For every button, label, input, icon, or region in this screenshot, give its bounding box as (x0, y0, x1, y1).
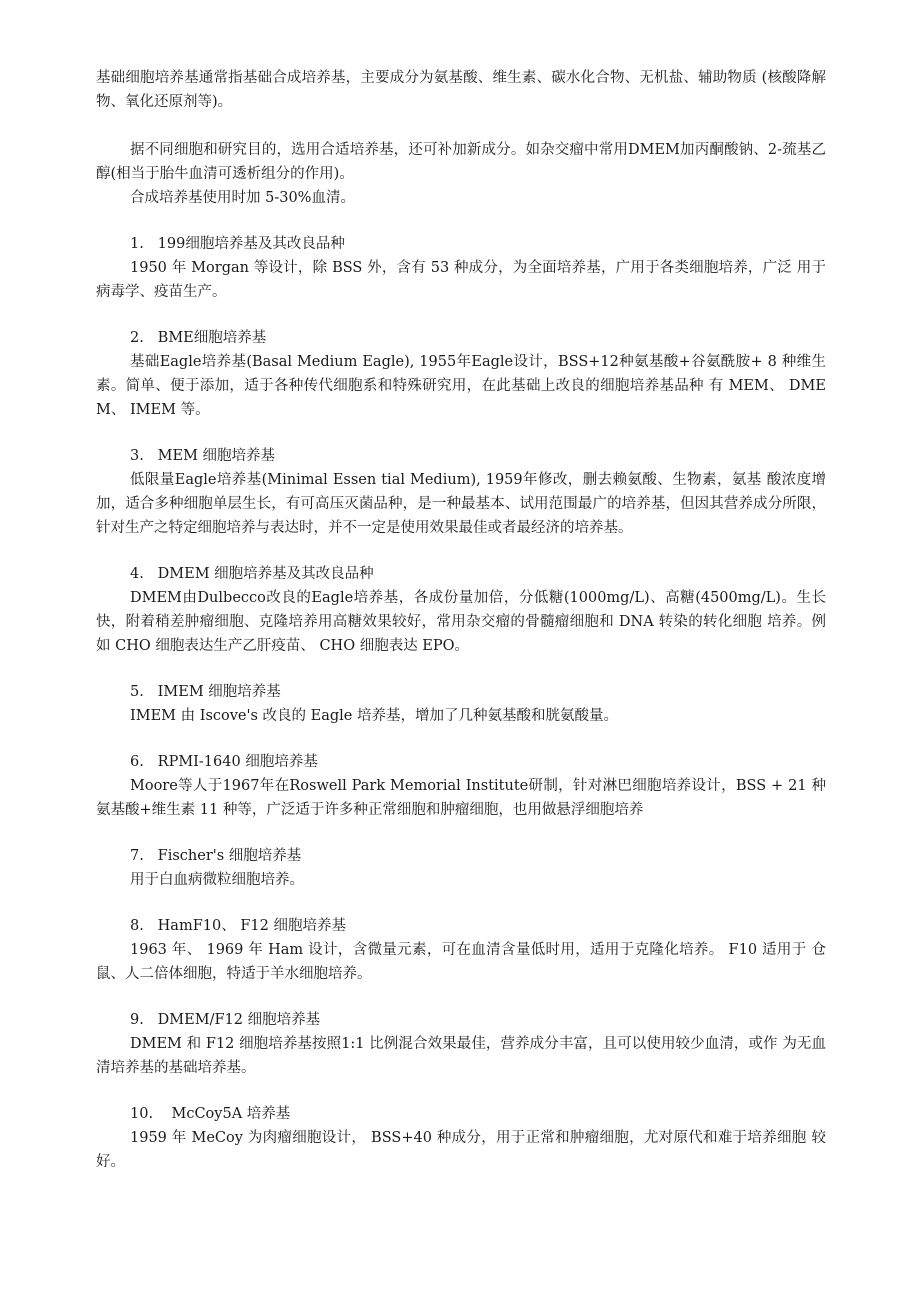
section-heading: 9. DMEM/F12 细胞培养基 (130, 1012, 321, 1028)
section-10 (96, 1102, 826, 1174)
section-heading: 7. Fischer's 细胞培养基 (130, 848, 302, 864)
document-page (96, 66, 826, 1174)
section-body: 低限量Eagle培养基(Minimal Essen tial Medium), 1959年修改，删去赖氨酸、生物素，氨基 酸浓度增加，适合多种细胞单层生长，有可高压灭菌品种，是一种最基本、试用范围最广的培养基，但因其营养成分所限，针对生产之特定细胞培养与表达时，并不一定是使用效果最佳或者最经济的培养基。 (96, 472, 826, 536)
section-body: 用于白血病微粒细胞培养。 (130, 872, 304, 888)
section-heading: 10. McCoy5A 培养基 (130, 1106, 291, 1122)
section-3 (96, 444, 826, 540)
section-body: 1959 年 MeCoy 为肉瘤细胞设计， BSS+40 种成分，用于正常和肿瘤细胞，尤对原代和难于培养细胞 较好。 (96, 1130, 826, 1170)
intro-paragraph-3: 合成培养基使用时加 5-30%血清。 (130, 190, 355, 206)
section-body: 1963 年、 1969 年 Ham 设计，含微量元素，可在血清含量低时用，适用于克隆化培养。 F10 适用于 仓鼠、人二倍体细胞，特适于羊水细胞培养。 (96, 942, 826, 982)
section-body: Moore等人于1967年在Roswell Park Memorial Institute研制，针对淋巴细胞培养设计，BSS + 21 种氨基酸+维生素 11 种等，广泛适于许多种正常细胞和肿瘤细胞，也用做悬浮细胞培养 (96, 778, 826, 818)
section-heading: 4. DMEM 细胞培养基及其改良品种 (130, 566, 374, 582)
section-heading: 1. 199细胞培养基及其改良品种 (130, 236, 345, 252)
section-1 (96, 232, 826, 304)
section-7 (96, 844, 826, 892)
section-body: DMEM由Dulbecco改良的Eagle培养基，各成份量加倍，分低糖(1000mg/L)、高糖(4500mg/L)。生长快，附着稍差肿瘤细胞、克隆培养用高糖效果较好，常用杂交瘤的骨髓瘤细胞和 DNA 转染的转化细胞 培养。例如 CHO 细胞表达生产乙肝疫苗、 CHO 细胞表达 EPO。 (96, 590, 826, 654)
section-heading: 8. HamF10、 F12 细胞培养基 (130, 918, 346, 934)
section-body: 基础Eagle培养基(Basal Medium Eagle), 1955年Eagle设计，BSS+12种氨基酸+谷氨酰胺+ 8 种维生素。简单、便于添加，适于各种传代细胞系和特殊研究用，在此基础上改良的细胞培养基品种 有 MEM、 DMEM、 IMEM 等。 (96, 354, 826, 418)
section-9 (96, 1008, 826, 1080)
intro-paragraph-2: 据不同细胞和研究目的，选用合适培养基，还可补加新成分。如杂交瘤中常用DMEM加丙酮酸钠、2-巯基乙醇(相当于胎牛血清可透析组分的作用)。 (96, 142, 826, 182)
section-heading: 5. IMEM 细胞培养基 (130, 684, 281, 700)
intro-paragraph-1: 基础细胞培养基通常指基础合成培养基，主要成分为氨基酸、维生素、碳水化合物、无机盐、辅助物质 (核酸降解物、氧化还原剂等)。 (96, 70, 826, 110)
section-heading: 3. MEM 细胞培养基 (130, 448, 276, 464)
section-heading: 6. RPMI-1640 细胞培养基 (130, 754, 318, 770)
section-4 (96, 562, 826, 658)
section-8 (96, 914, 826, 986)
section-body: IMEM 由 Iscove's 改良的 Eagle 培养基，增加了几种氨基酸和胱氨酸量。 (130, 708, 618, 724)
section-6 (96, 750, 826, 822)
section-5 (96, 680, 826, 728)
section-2 (96, 326, 826, 422)
section-body: 1950 年 Morgan 等设计，除 BSS 外，含有 53 种成分，为全面培养基，广用于各类细胞培养，广泛 用于病毒学、疫苗生产。 (96, 260, 826, 300)
section-body: DMEM 和 F12 细胞培养基按照1:1 比例混合效果最佳，营养成分丰富，且可以使用较少血清，或作 为无血清培养基的基础培养基。 (96, 1036, 826, 1076)
section-heading: 2. BME细胞培养基 (130, 330, 267, 346)
